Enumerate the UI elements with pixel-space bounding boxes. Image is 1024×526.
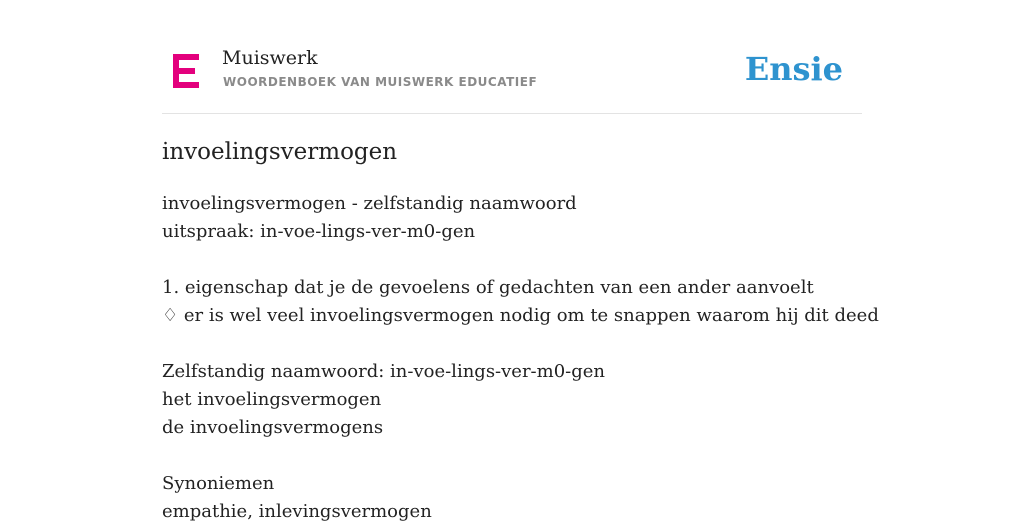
entry-line: het invoelingsvermogen — [162, 389, 382, 410]
entry-line — [162, 246, 862, 274]
site-header — [162, 40, 862, 114]
brand-name[interactable]: Muiswerk — [222, 47, 318, 69]
entry-line: de invoelingsvermogens — [162, 417, 384, 438]
brand-subtitle: WOORDENBOEK VAN MUISWERK EDUCATIEF — [223, 75, 538, 89]
entry-line: uitspraak: in-voe-lings-ver-m0-gen — [162, 221, 476, 242]
entry-line: Zelfstandig naamwoord: in-voe-lings-ver-m0-gen — [162, 361, 606, 382]
entry-line: empathie, inlevingsvermogen — [162, 501, 432, 522]
entry-line — [162, 442, 862, 470]
entry-line: ♢ er is wel veel invoelingsvermogen nodig om te snappen waarom hij dit deed — [162, 305, 879, 326]
entry-line: invoelingsvermogen - zelfstandig naamwoord — [162, 193, 577, 214]
entry-body — [162, 190, 879, 526]
entry-line: Synoniemen — [162, 473, 275, 494]
entry-title: invoelingsvermogen — [162, 139, 398, 165]
ensie-logo[interactable]: Ensie — [744, 50, 843, 88]
muiswerk-logo-icon[interactable] — [173, 54, 201, 88]
entry-line — [162, 330, 862, 358]
entry-line: 1. eigenschap dat je de gevoelens of gedachten van een ander aanvoelt — [162, 277, 814, 298]
